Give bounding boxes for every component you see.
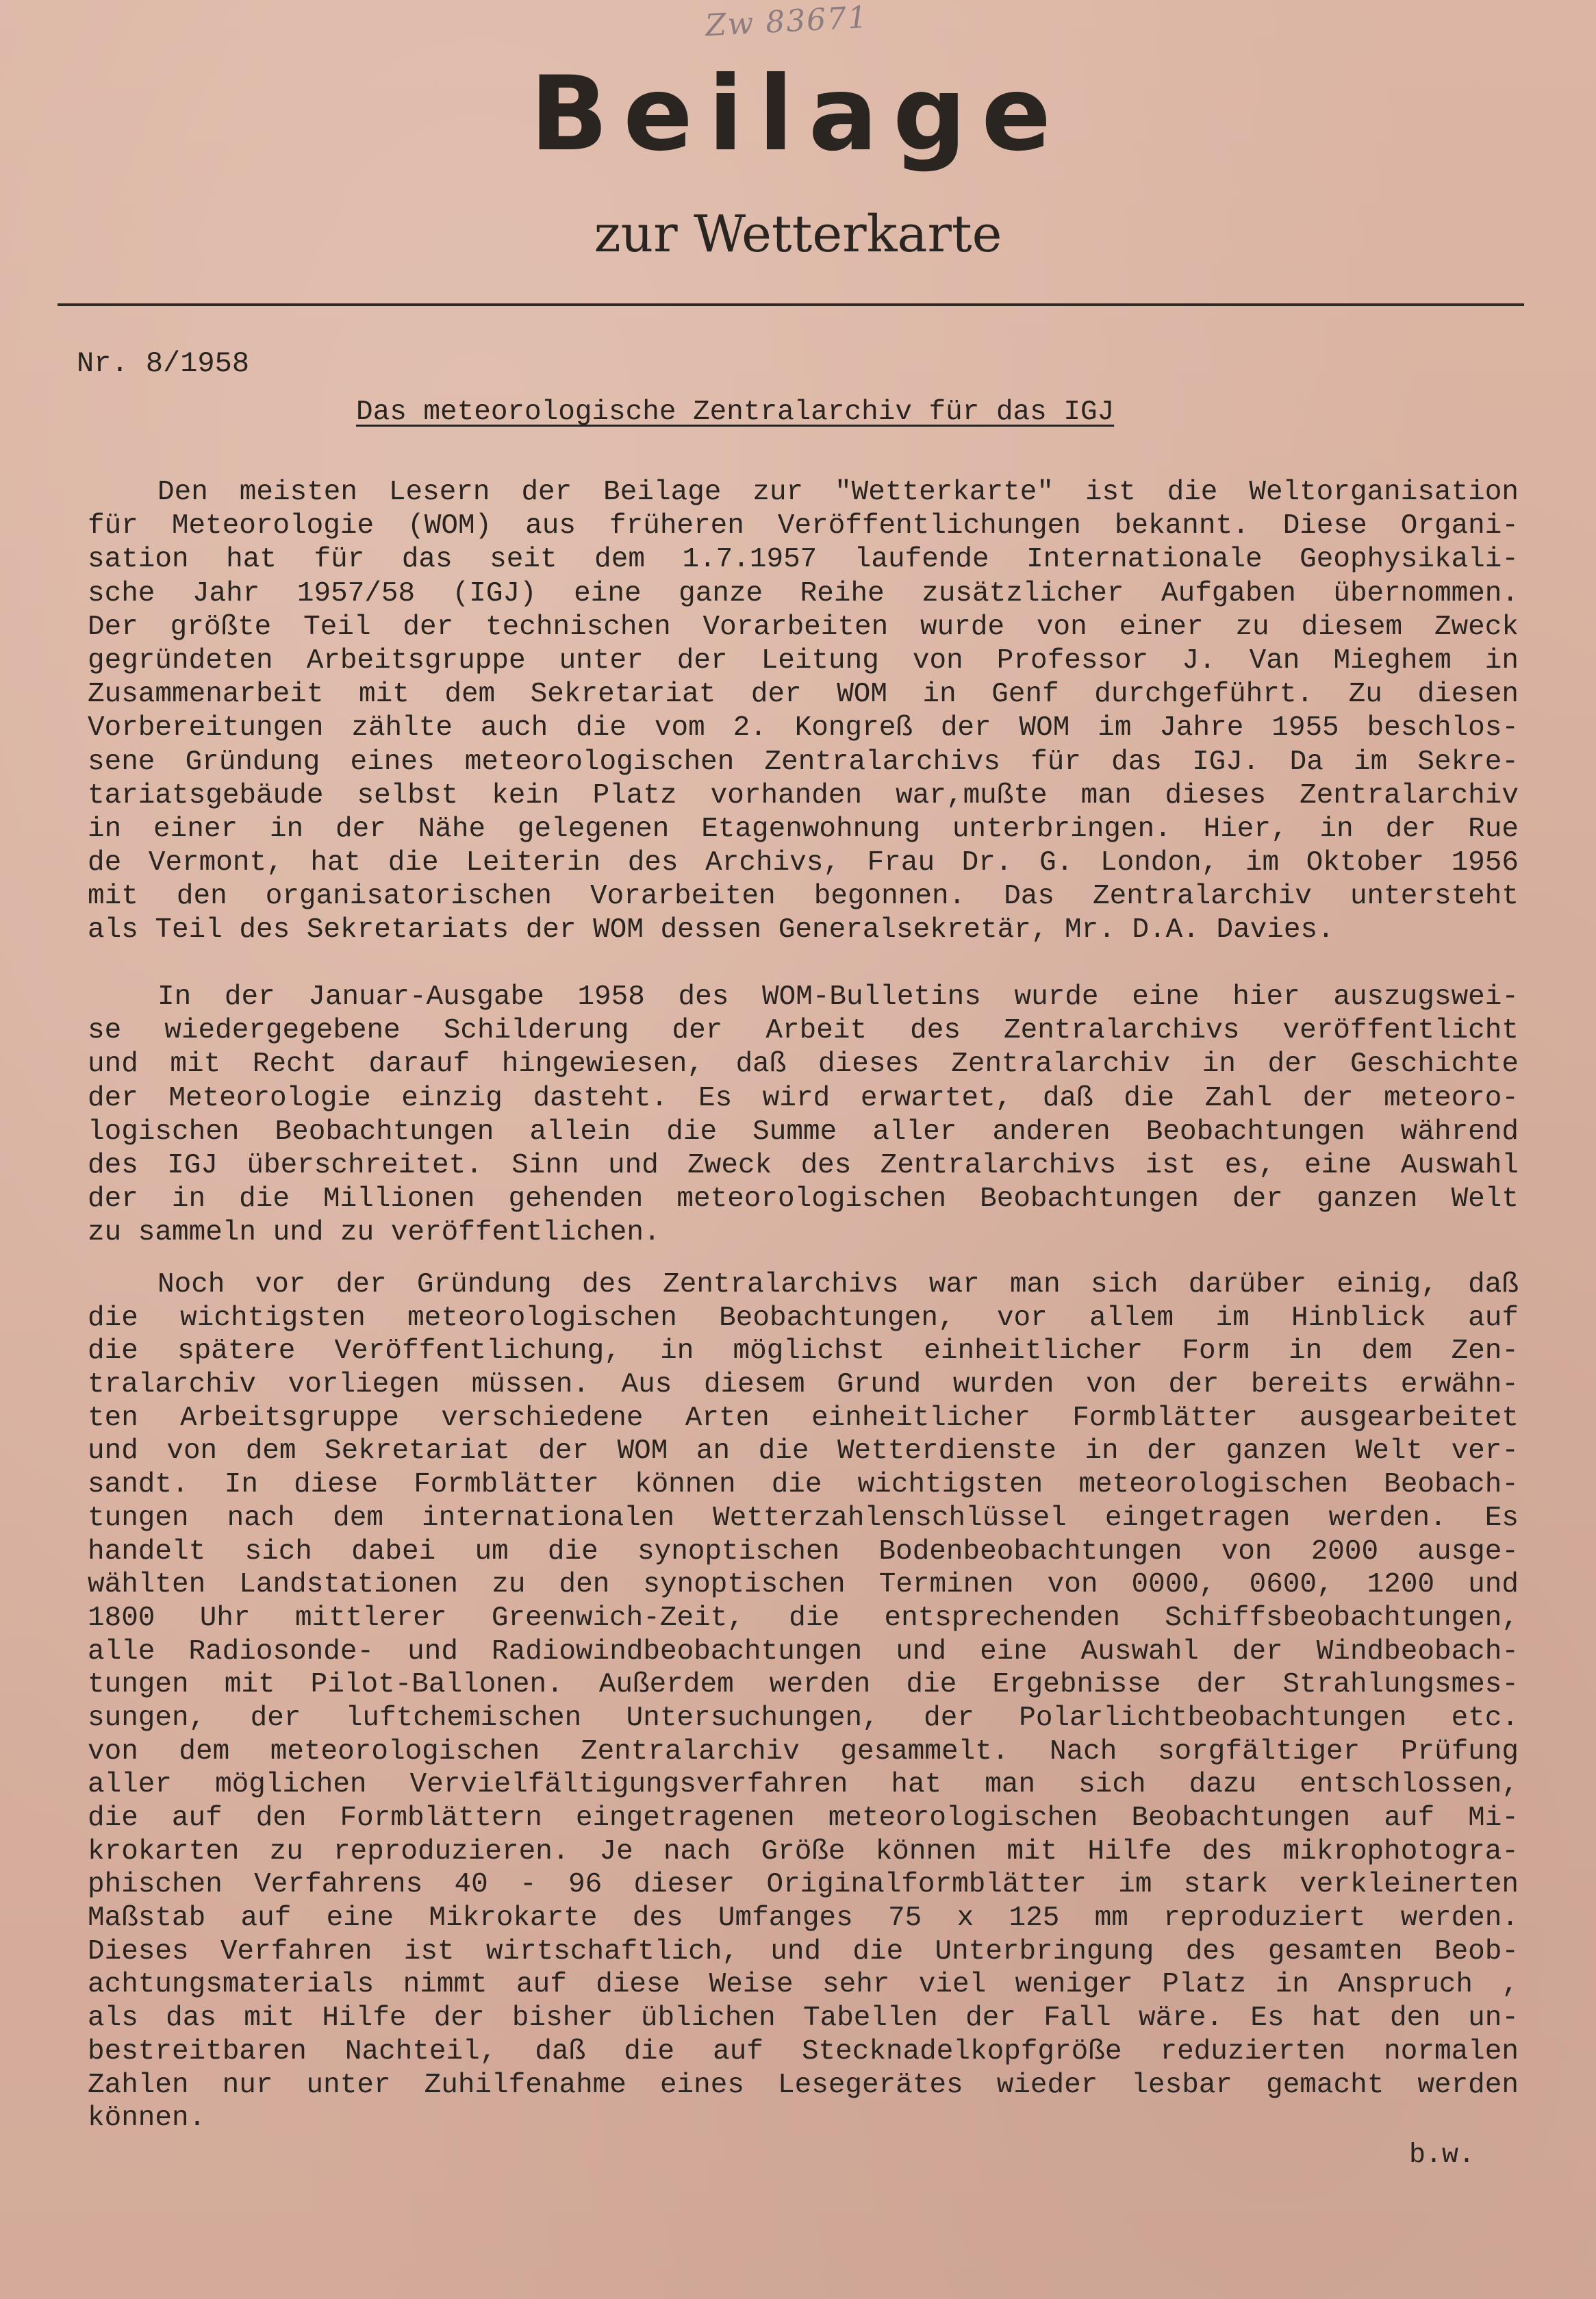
paragraph-line: aller möglichen Vervielfältigungsverfahren hat man sich dazu entschlossen,: [88, 1769, 1519, 1801]
page-subtitle: zur Wetterkarte: [594, 205, 1002, 264]
paragraph-line: tungen nach dem internationalen Wetterzahlenschlüssel eingetragen werden. Es: [88, 1502, 1519, 1534]
paragraph-line: alle Radiosonde- und Radiowindbeobachtungen und eine Auswahl der Windbeobach-: [88, 1635, 1519, 1668]
paragraph-line: Maßstab auf eine Mikrokarte des Umfanges 75 x 125 mm reproduziert werden.: [88, 1902, 1519, 1935]
paragraph-line: Der größte Teil der technischen Vorarbeiten wurde von einer zu diesem Zweck: [88, 611, 1519, 643]
paragraph-line: der Meteorologie einzig dasteht. Es wird erwartet, daß die Zahl der meteoro-: [88, 1082, 1519, 1114]
paragraph-line: gegründeten Arbeitsgruppe unter der Leitung von Professor J. Van Mieghem in: [88, 644, 1519, 677]
paragraph-line: de Vermont, hat die Leiterin des Archivs, Frau Dr. G. London, im Oktober 1956: [88, 847, 1519, 879]
paragraph-line: sation hat für das seit dem 1.7.1957 laufende Internationale Geophysikali-: [88, 544, 1519, 576]
continued-marker: b.w.: [1409, 2140, 1475, 2171]
paragraph-2: [88, 981, 1519, 1251]
paragraph-line: und von dem Sekretariat der WOM an die Wetterdienste in der ganzen Welt ver-: [88, 1435, 1519, 1468]
paragraph-line: zu sammeln und zu veröffentlichen.: [88, 1217, 661, 1249]
paragraph-line: sungen, der luftchemischen Untersuchungen, der Polarlichtbeobachtungen etc.: [88, 1702, 1519, 1734]
paragraph-line: sandt. In diese Formblätter können die wichtigsten meteorologischen Beobach-: [88, 1469, 1519, 1501]
paragraph-line: Den meisten Lesern der Beilage zur "Wetterkarte" ist die Weltorganisation: [157, 477, 1519, 508]
paragraph-line: se wiedergegebene Schilderung der Arbeit des Zentralarchivs veröffentlicht: [88, 1015, 1519, 1047]
paragraph-line: 1800 Uhr mittlerer Greenwich-Zeit, die entsprechenden Schiffsbeobachtungen,: [88, 1602, 1519, 1634]
paragraph-line: phischen Verfahrens 40 - 96 dieser Originalformblätter im stark verkleinerten: [88, 1869, 1519, 1901]
paragraph-line: achtungsmaterials nimmt auf diese Weise sehr viel weniger Platz in Anspruch ,: [88, 1969, 1519, 2001]
issue-number: Nr. 8/1958: [77, 347, 250, 380]
paragraph-line: Zusammenarbeit mit dem Sekretariat der WOM in Genf durchgeführt. Zu diesen: [88, 679, 1519, 711]
paragraph-line: von dem meteorologischen Zentralarchiv gesammelt. Nach sorgfältiger Prüfung: [88, 1735, 1519, 1768]
paragraph-3: [88, 1268, 1519, 2135]
paragraph-line: in einer in der Nähe gelegenen Etagenwohnung unterbringen. Hier, in der Rue: [88, 813, 1519, 845]
paragraph-line: tariatsgebäude selbst kein Platz vorhanden war,mußte man dieses Zentralarchiv: [88, 779, 1519, 812]
paragraph-line: als Teil des Sekretariats der WOM dessen Generalsekretär, Mr. D.A. Davies.: [88, 914, 1334, 946]
archive-handwritten-mark: Zw 83671: [704, 0, 870, 44]
paragraph-line: krokarten zu reproduzieren. Je nach Größe können mit Hilfe des mikrophotogra-: [88, 1835, 1519, 1868]
paragraph-line: der in die Millionen gehenden meteorologischen Beobachtungen der ganzen Welt: [88, 1183, 1519, 1216]
paragraph-line: bestreitbaren Nachteil, daß die auf Stecknadelkopfgröße reduzierten normalen: [88, 2035, 1519, 2068]
paragraph-line: Zahlen nur unter Zuhilfenahme eines Lesegerätes wieder lesbar gemacht werden: [88, 2069, 1519, 2101]
paragraph-line: die auf den Formblättern eingetragenen meteorologischen Beobachtungen auf Mi-: [88, 1802, 1519, 1834]
paragraph-line: tungen mit Pilot-Ballonen. Außerdem werden die Ergebnisse der Strahlungsmes-: [88, 1669, 1519, 1701]
article-title: Das meteorologische Zentralarchiv für das IGJ: [356, 397, 1115, 428]
paragraph-line: können.: [88, 2102, 206, 2135]
header-divider: [58, 303, 1524, 306]
paragraph-line: ten Arbeitsgruppe verschiedene Arten einheitlicher Formblätter ausgearbeitet: [88, 1402, 1519, 1434]
paragraph-line: und mit Recht darauf hingewiesen, daß dieses Zentralarchiv in der Geschichte: [88, 1048, 1519, 1081]
paragraph-line: des IGJ überschreitet. Sinn und Zweck des Zentralarchivs ist es, eine Auswahl: [88, 1149, 1519, 1181]
paragraph-line: logischen Beobachtungen allein die Summe aller anderen Beobachtungen während: [88, 1116, 1519, 1148]
paragraph-line: als das mit Hilfe der bisher üblichen Tabellen der Fall wäre. Es hat den un-: [88, 2002, 1519, 2035]
paragraph-line: für Meteorologie (WOM) aus früheren Veröffentlichungen bekannt. Diese Organi-: [88, 510, 1519, 542]
paragraph-line: die wichtigsten meteorologischen Beobachtungen, vor allem im Hinblick auf: [88, 1302, 1519, 1334]
paragraph-line: sene Gründung eines meteorologischen Zentralarchivs für das IGJ. Da im Sekre-: [88, 746, 1519, 778]
paragraph-line: In der Januar-Ausgabe 1958 des WOM-Bulletins wurde eine hier auszugswei-: [157, 981, 1519, 1013]
page-title: Beilage: [529, 55, 1067, 174]
paragraph-line: Dieses Verfahren ist wirtschaftlich, und die Unterbringung des gesamten Beob-: [88, 1935, 1519, 1968]
paragraph-line: tralarchiv vorliegen müssen. Aus diesem Grund wurden von der bereits erwähn-: [88, 1369, 1519, 1401]
paragraph-line: Vorbereitungen zählte auch die vom 2. Kongreß der WOM im Jahre 1955 beschlos-: [88, 712, 1519, 744]
paragraph-line: mit den organisatorischen Vorarbeiten begonnen. Das Zentralarchiv untersteht: [88, 881, 1519, 913]
paragraph-line: wählten Landstationen zu den synoptischen Terminen von 0000, 0600, 1200 und: [88, 1569, 1519, 1601]
paragraph-line: handelt sich dabei um die synoptischen Bodenbeobachtungen von 2000 ausge-: [88, 1535, 1519, 1568]
paragraph-line: sche Jahr 1957/58 (IGJ) eine ganze Reihe zusätzlicher Aufgaben übernommen.: [88, 577, 1519, 610]
paragraph-line: die spätere Veröffentlichung, in möglichst einheitlicher Form in dem Zen-: [88, 1335, 1519, 1368]
paragraph-1: [88, 476, 1519, 948]
paragraph-line: Noch vor der Gründung des Zentralarchivs war man sich darüber einig, daß: [157, 1269, 1519, 1301]
